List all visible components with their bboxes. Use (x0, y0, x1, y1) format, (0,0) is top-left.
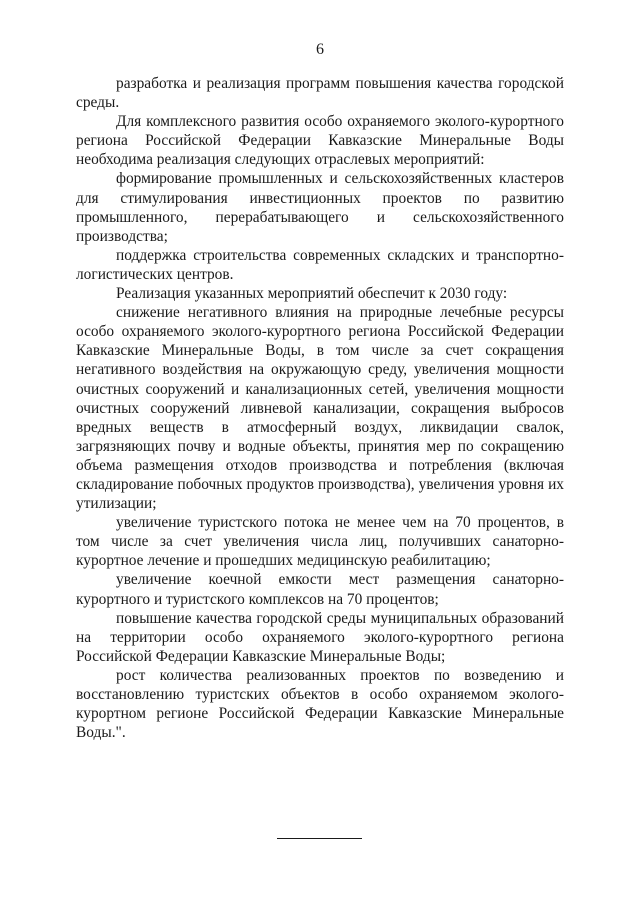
paragraph-urban-quality: повышение качества городской среды муниципальных образований на территории особо охраняемого эколого-курортного региона Российской Федерации Кавказские Минеральные Воды; (76, 609, 564, 665)
paragraph-tourist-projects: рост количества реализованных проектов по возведению и восстановлению туристских объектов в особо охраняемом эколого-курортном регионе Российской Федерации Кавказские Минеральные Воды.". (76, 666, 564, 742)
paragraph-bed-capacity: увеличение коечной емкости мест размещения санаторно-курортного и туристского комплексов на 70 процентов; (76, 571, 564, 608)
paragraph-results-intro: Реализация указанных мероприятий обеспечит к 2030 году: (116, 285, 508, 303)
document-body (76, 74, 564, 742)
paragraph-sectoral-measures-intro: Для комплексного развития особо охраняемого эколого-курортного региона Российской Федерации Кавказские Минеральные Воды необходима реализация следующих отраслевых мероприятий: (76, 113, 564, 169)
paragraph-tourist-flow: увеличение туристского потока не менее чем на 70 процентов, в том числе за счет увеличения числа лиц, получивших санаторно-курортное лечение и прошедших медицинскую реабилитацию; (76, 514, 564, 570)
paragraph-logistics-centers: поддержка строительства современных складских и транспортно-логистических центров. (76, 246, 564, 283)
paragraph-negative-impact-reduction: снижение негативного влияния на природные лечебные ресурсы особо охраняемого эколого-курортного региона Российской Федерации Кавказские Минеральные Воды, в том числе за счет сокращения негативного воздействия на окружающую среду, увеличения мощности очистных сооружений и канализационных сетей, увеличения мощности очистных сооружений ливневой канализации, сокращения выбросов вредных веществ в атмосферный воздух, ликвидации свалок, загрязняющих почву и водные объекты, принятия мер по сокращению объема размещения отходов производства и потребления (включая складирование побочных продуктов производства), увеличения уровня их утилизации; (76, 304, 564, 513)
page-number: 6 (316, 41, 324, 58)
paragraph-clusters: формирование промышленных и сельскохозяйственных кластеров для стимулирования инвестиционных проектов по развитию промышленного, перерабатывающего и сельскохозяйственного производства; (76, 170, 564, 245)
paragraph-urban-environment-program: разработка и реализация программ повышения качества городской среды. (76, 75, 564, 112)
end-separator-line (277, 838, 362, 839)
